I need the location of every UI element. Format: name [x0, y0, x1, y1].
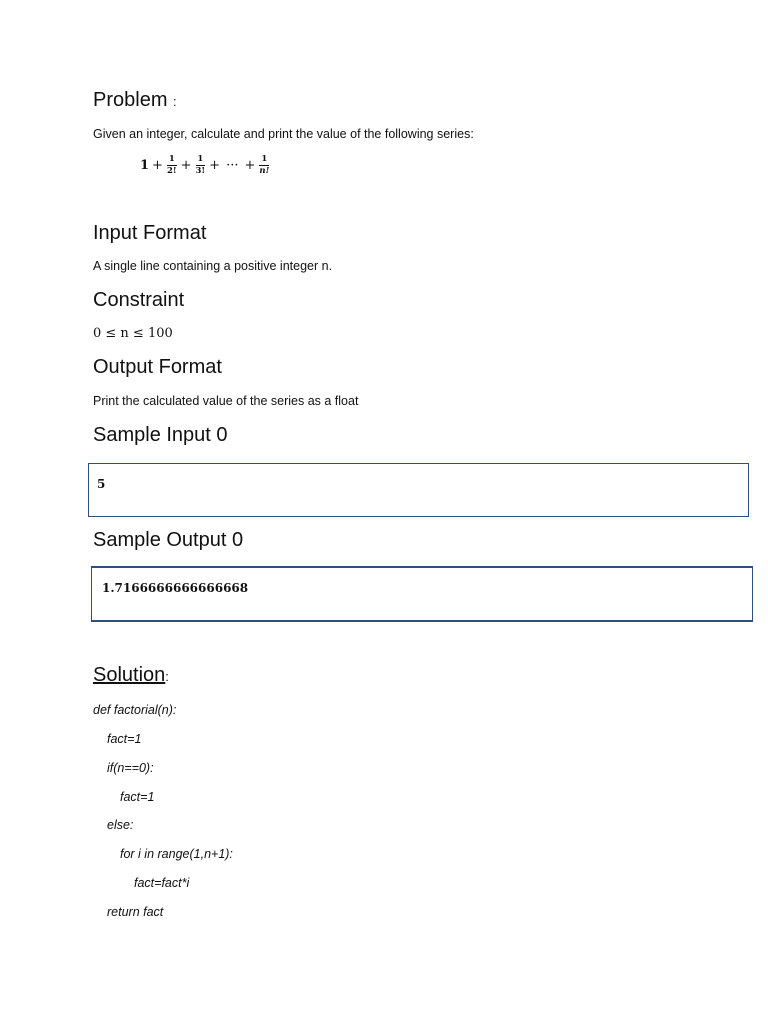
sample-output-value: 1.7166666666666668	[102, 581, 249, 595]
input-format-text: A single line containing a positive integer n.	[93, 259, 333, 273]
problem-heading-colon: :	[173, 94, 177, 109]
series-plus: +	[244, 157, 256, 173]
series-term-num: 1	[197, 154, 204, 164]
code-line: if(n==0):	[107, 761, 154, 775]
series-term-den: 2!	[166, 165, 177, 176]
sample-output-heading: Sample Output 0	[93, 529, 244, 551]
output-format-heading: Output Format	[93, 356, 222, 378]
series-plus: +	[180, 157, 192, 173]
sample-input-box	[88, 463, 749, 517]
problem-heading-text: Problem	[93, 89, 168, 111]
code-line: fact=fact*i	[134, 876, 190, 890]
series-plus: +	[152, 157, 163, 173]
code-line: else:	[107, 818, 134, 832]
constraint-heading: Constraint	[93, 289, 185, 311]
series-formula	[140, 155, 270, 175]
code-line: for i in range(1,n+1):	[120, 847, 233, 861]
series-term-den: n!	[259, 165, 270, 176]
series-term-3	[196, 155, 206, 175]
series-term-2	[167, 155, 177, 175]
problem-statement: Given an integer, calculate and print the value of the following series:	[93, 127, 474, 141]
series-term-num: 1	[168, 154, 175, 164]
sample-input-value: 5	[97, 477, 106, 491]
code-line: fact=1	[107, 732, 142, 746]
series-term-num: 1	[261, 154, 268, 164]
series-term-n	[259, 155, 269, 175]
series-lead: 1	[140, 157, 150, 173]
input-format-heading: Input Format	[93, 222, 207, 244]
series-plus: +	[209, 157, 221, 173]
series-ellipsis: ···	[226, 157, 239, 173]
constraint-text: 0 ≤ n ≤ 100	[93, 326, 173, 341]
code-line: def factorial(n):	[93, 703, 177, 717]
code-line: return fact	[107, 905, 164, 919]
series-term-den: 3!	[195, 165, 206, 176]
sample-input-heading: Sample Input 0	[93, 424, 228, 446]
solution-heading-text: Solution	[93, 664, 166, 686]
solution-heading-colon: :	[165, 669, 169, 684]
solution-heading	[93, 664, 169, 687]
output-format-text: Print the calculated value of the series as a float	[93, 394, 359, 408]
code-line: fact=1	[120, 790, 155, 804]
problem-heading	[93, 89, 177, 112]
